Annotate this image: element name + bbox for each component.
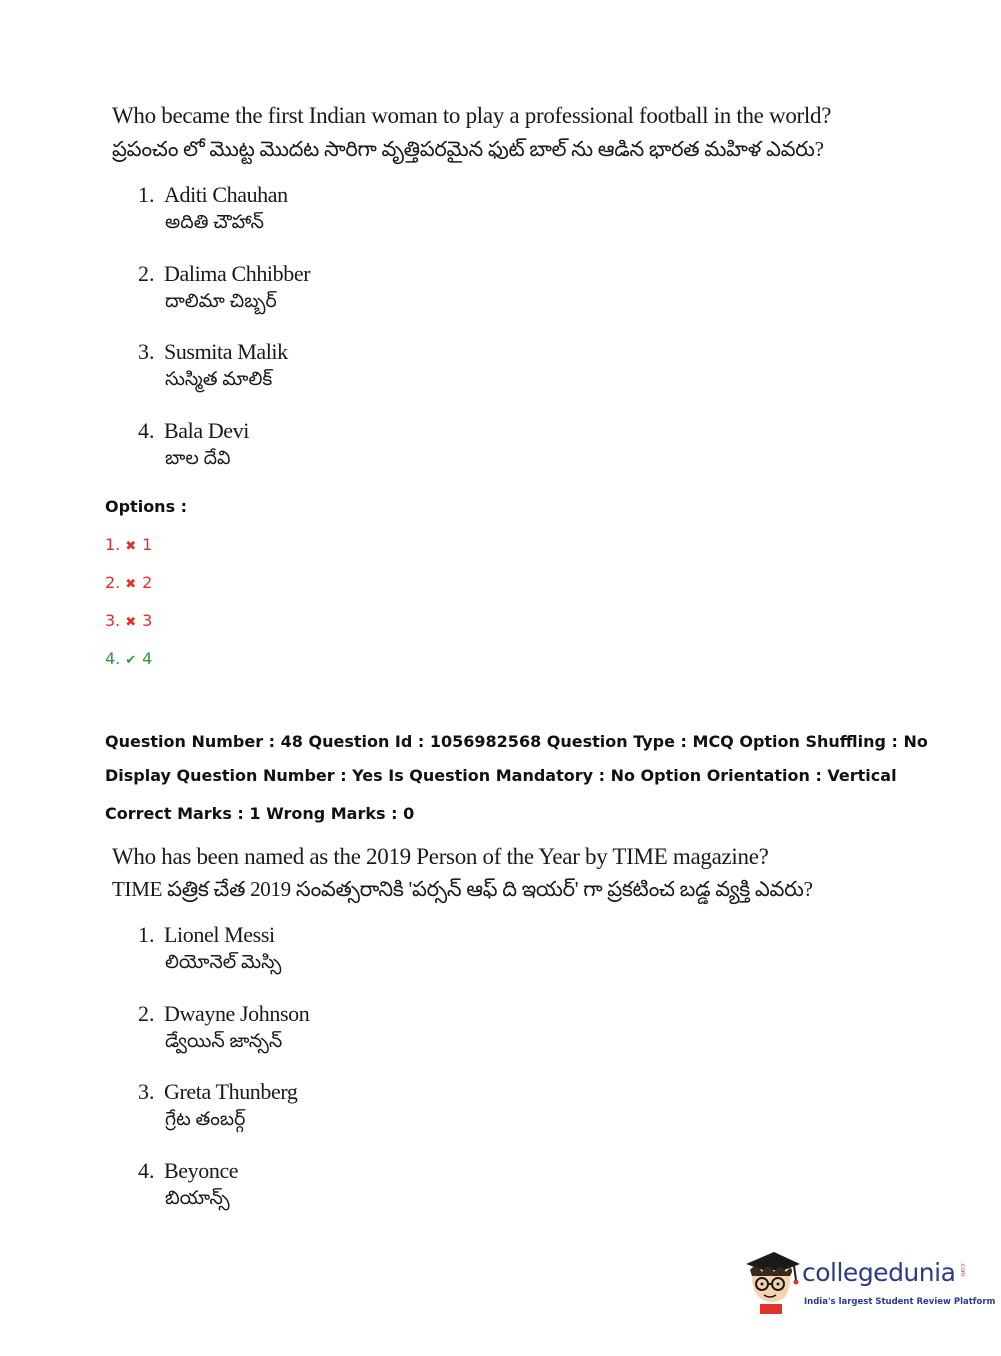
answer-number: 1. xyxy=(105,535,121,554)
option-number: 4. xyxy=(138,418,155,443)
answer-number: 4. xyxy=(105,649,121,668)
option-number: 4. xyxy=(138,1158,155,1183)
logo-name: collegedunia xyxy=(802,1258,956,1287)
question-1-option-3 xyxy=(138,339,288,390)
option-text-te: సుస్మిత మాలిక్ xyxy=(165,369,273,390)
question-meta-line-2: Display Question Number : Yes Is Question Mandatory : No Option Orientation : Vertical xyxy=(105,766,897,785)
answer-option-3 xyxy=(105,611,152,630)
cross-icon: ✖ xyxy=(125,577,137,592)
answer-value: 1 xyxy=(142,535,153,554)
option-text-en: Lionel Messi xyxy=(164,922,275,947)
checkmark-icon: ✔ xyxy=(125,653,137,668)
option-text-te: లియోనెల్ మెస్సి xyxy=(165,952,282,973)
question-1-option-1 xyxy=(138,182,288,233)
option-text-en: Greta Thunberg xyxy=(164,1079,298,1104)
answer-value: 3 xyxy=(142,611,153,630)
option-text-en: Bala Devi xyxy=(164,418,249,443)
question-meta-line-1: Question Number : 48 Question Id : 1056982568 Question Type : MCQ Option Shuffling : No xyxy=(105,732,928,751)
question-1-text-en: Who became the first Indian woman to play a professional football in the world? xyxy=(112,103,832,128)
option-text-te: బియాన్స్ xyxy=(165,1188,230,1209)
option-number: 3. xyxy=(138,1079,155,1104)
option-text-en: Dalima Chhibber xyxy=(164,261,311,286)
collegedunia-logo[interactable] xyxy=(742,1250,996,1320)
cross-icon: ✖ xyxy=(125,615,137,630)
logo-tagline: India's largest Student Review Platform xyxy=(804,1297,996,1307)
option-number: 1. xyxy=(138,182,155,207)
option-text-te: అదితి చౌహాన్ xyxy=(165,212,264,233)
question-meta-line-3: Correct Marks : 1 Wrong Marks : 0 xyxy=(105,804,415,823)
option-number: 2. xyxy=(138,261,155,286)
question-2-option-1 xyxy=(138,922,282,973)
answer-value: 2 xyxy=(142,573,153,592)
option-text-en: Aditi Chauhan xyxy=(164,182,288,207)
logo-suffix: .com xyxy=(959,1262,966,1277)
question-2-text-en: Who has been named as the 2019 Person of the Year by TIME magazine? xyxy=(112,844,769,869)
answer-option-4 xyxy=(105,649,152,668)
question-1-option-4 xyxy=(138,418,249,469)
option-text-en: Beyonce xyxy=(164,1158,239,1183)
question-2-option-2 xyxy=(138,1001,310,1052)
answer-number: 2. xyxy=(105,573,121,592)
question-1-option-2 xyxy=(138,261,311,312)
option-number: 3. xyxy=(138,339,155,364)
option-text-te: దాలిమా చిబ్బర్ xyxy=(165,291,277,312)
option-number: 2. xyxy=(138,1001,155,1026)
option-text-te: గ్రేట తంబర్గ్ xyxy=(165,1109,246,1130)
cross-icon: ✖ xyxy=(125,539,137,554)
options-label: Options : xyxy=(105,497,188,516)
option-text-te: బాల దేవి xyxy=(165,448,231,469)
option-text-en: Dwayne Johnson xyxy=(164,1001,310,1026)
question-1-text-te: ప్రపంచం లో మొట్ట మొదట సారిగా వృత్తిపరమైన ఫుట్ బాల్ ను ఆడిన భారత మహిళ ఎవరు? xyxy=(112,137,824,161)
answer-number: 3. xyxy=(105,611,121,630)
question-2-text-te: TIME పత్రిక చేత 2019 సంవత్సరానికి 'పర్సన్ ఆఫ్ ది ఇయర్' గా ప్రకటించ బడ్డ వ్యక్తి ఎవరు? xyxy=(112,877,813,901)
answer-option-2 xyxy=(105,573,152,592)
question-2-option-4 xyxy=(138,1158,239,1209)
option-number: 1. xyxy=(138,922,155,947)
option-text-te: డ్వేయిన్ జాన్సన్ xyxy=(165,1031,283,1052)
answer-value: 4 xyxy=(142,649,153,668)
option-text-en: Susmita Malik xyxy=(164,339,288,364)
mascot-icon xyxy=(742,1250,802,1316)
answer-option-1 xyxy=(105,535,152,554)
question-2-option-3 xyxy=(138,1079,298,1130)
